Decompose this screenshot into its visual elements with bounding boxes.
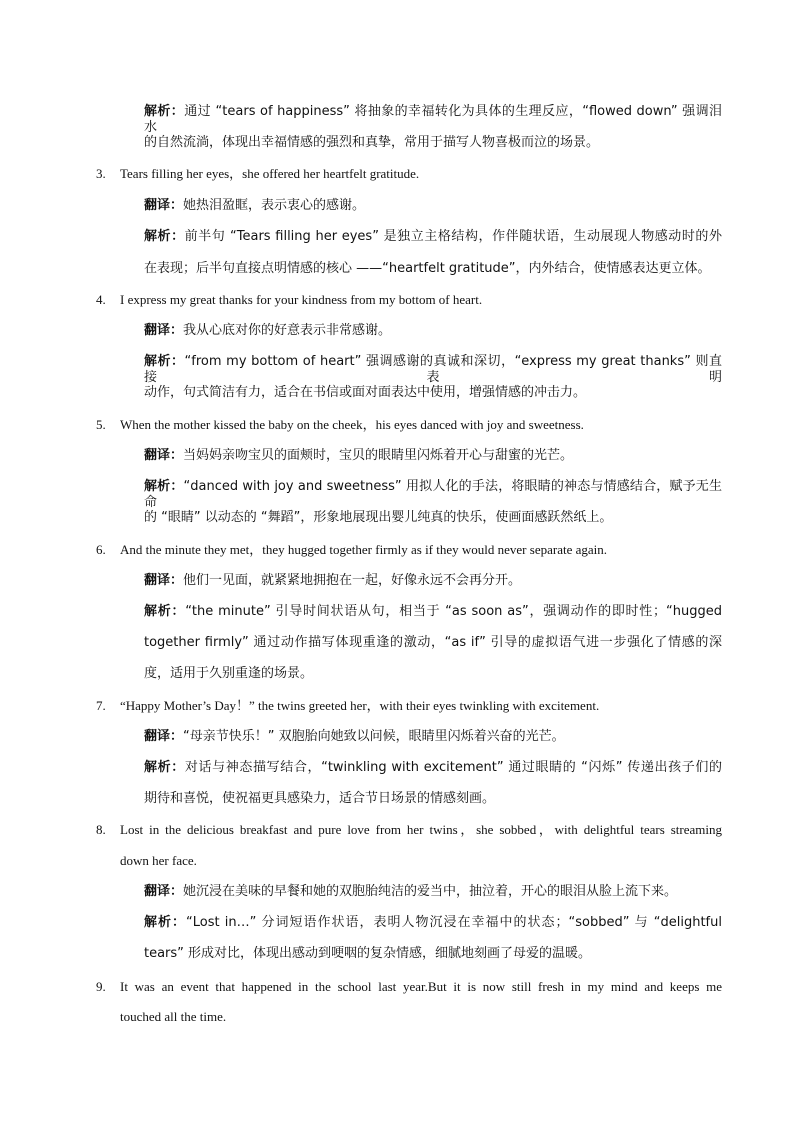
translation-label: 翻译： bbox=[144, 573, 184, 588]
example-sentence: Lost in the delicious breakfast and pure love from her twins，she sobbed，with delightful tears streaming bbox=[120, 822, 722, 837]
analysis-line: together firmly” 通过动作描写体现重逢的激动，“as if” 引导的虚拟语气进一步强化了情感的深 bbox=[144, 635, 722, 650]
example-sentence: When the mother kissed the baby on the cheek，his eyes danced with joy and sweetness. bbox=[120, 417, 584, 432]
item-number: 9. bbox=[96, 979, 106, 994]
example-sentence: I express my great thanks for your kindness from my bottom of heart. bbox=[120, 292, 483, 307]
analysis-line: 的 “眼睛” 以动态的 “舞蹈”，形象地展现出婴儿纯真的快乐，使画面感跃然纸上。 bbox=[144, 510, 613, 525]
item-number: 4. bbox=[96, 292, 106, 307]
translation-label: 翻译： bbox=[144, 729, 184, 744]
analysis-label: 解析： bbox=[144, 479, 184, 494]
translation-label: 翻译： bbox=[144, 323, 184, 338]
analysis-line: 的自然流淌，体现出幸福情感的强烈和真挚，常用于描写人物喜极而泣的场景。 bbox=[144, 135, 600, 150]
analysis-label: 解析： bbox=[144, 604, 186, 619]
translation-line: 翻译：她热泪盈眶，表示衷心的感谢。 bbox=[144, 198, 366, 213]
analysis-line: 动作，句式简洁有力，适合在书信或面对面表达中使用，增强情感的冲击力。 bbox=[144, 385, 587, 400]
analysis-line: 期待和喜悦，使祝福更具感染力，适合节日场景的情感刻画。 bbox=[144, 791, 496, 806]
analysis-label: 解析： bbox=[144, 104, 185, 119]
item-number: 6. bbox=[96, 542, 106, 557]
analysis-line: 解析：“danced with joy and sweetness” 用拟人化的手法，将眼睛的神态与情感结合，赋予无生命 bbox=[144, 479, 722, 510]
translation-line: 翻译：她沉浸在美味的早餐和她的双胞胎纯洁的爱当中，抽泣着，开心的眼泪从脸上流下来。 bbox=[144, 884, 678, 899]
example-sentence: Tears filling her eyes，she offered her heartfelt gratitude. bbox=[120, 166, 420, 181]
translation-label: 翻译： bbox=[144, 448, 184, 463]
example-sentence: And the minute they met，they hugged together firmly as if they would never separate again. bbox=[120, 542, 607, 557]
analysis-label: 解析： bbox=[144, 229, 185, 244]
example-sentence: It was an event that happened in the school last year.But it is now still fresh in my mind and keeps me bbox=[120, 979, 722, 994]
analysis-label: 解析： bbox=[144, 354, 185, 369]
analysis-line: 在表现；后半句直接点明情感的核心 ——“heartfelt gratitude”，内外结合，使情感表达更立体。 bbox=[144, 261, 711, 276]
translation-line: 翻译：他们一见面，就紧紧地拥抱在一起，好像永远不会再分开。 bbox=[144, 573, 522, 588]
item-number: 8. bbox=[96, 822, 106, 837]
analysis-line: 解析：对话与神态描写结合，“twinkling with excitement” 通过眼睛的 “闪烁” 传递出孩子们的 bbox=[144, 760, 722, 775]
item-number: 3. bbox=[96, 166, 106, 181]
analysis-line: 解析：“Lost in…” 分词短语作状语，表明人物沉浸在幸福中的状态；“sobbed” 与 “delightful bbox=[144, 915, 722, 930]
translation-line: 翻译：我从心底对你的好意表示非常感谢。 bbox=[144, 323, 392, 338]
translation-line: 翻译：“母亲节快乐！” 双胞胎向她致以问候，眼睛里闪烁着兴奋的光芒。 bbox=[144, 729, 565, 744]
translation-line: 翻译：当妈妈亲吻宝贝的面颊时，宝贝的眼睛里闪烁着开心与甜蜜的光芒。 bbox=[144, 448, 574, 463]
analysis-line: 解析：“from my bottom of heart” 强调感谢的真诚和深切，“express my great thanks” 则直接表明 bbox=[144, 354, 722, 385]
example-sentence: touched all the time. bbox=[120, 1009, 227, 1024]
analysis-label: 解析： bbox=[144, 915, 187, 930]
analysis-label: 解析： bbox=[144, 760, 185, 775]
analysis-line: 度，适用于久别重逢的场景。 bbox=[144, 666, 314, 681]
item-number: 5. bbox=[96, 417, 106, 432]
analysis-line: 解析：前半句 “Tears filling her eyes” 是独立主格结构，作伴随状语，生动展现人物感动时的外 bbox=[144, 229, 722, 244]
item-number: 7. bbox=[96, 698, 106, 713]
example-sentence: “Happy Mother’s Day！” the twins greeted her，with their eyes twinkling with excitement. bbox=[120, 698, 600, 713]
translation-label: 翻译： bbox=[144, 198, 184, 213]
translation-label: 翻译： bbox=[144, 884, 184, 899]
analysis-line: 解析：“the minute” 引导时间状语从句，相当于 “as soon as”，强调动作的即时性；“hugged bbox=[144, 604, 722, 619]
analysis-line: 解析：通过 “tears of happiness” 将抽象的幸福转化为具体的生理反应，“flowed down” 强调泪水 bbox=[144, 104, 722, 135]
example-sentence: down her face. bbox=[120, 853, 197, 868]
analysis-line: tears” 形成对比，体现出感动到哽咽的复杂情感，细腻地刻画了母爱的温暖。 bbox=[144, 946, 592, 961]
